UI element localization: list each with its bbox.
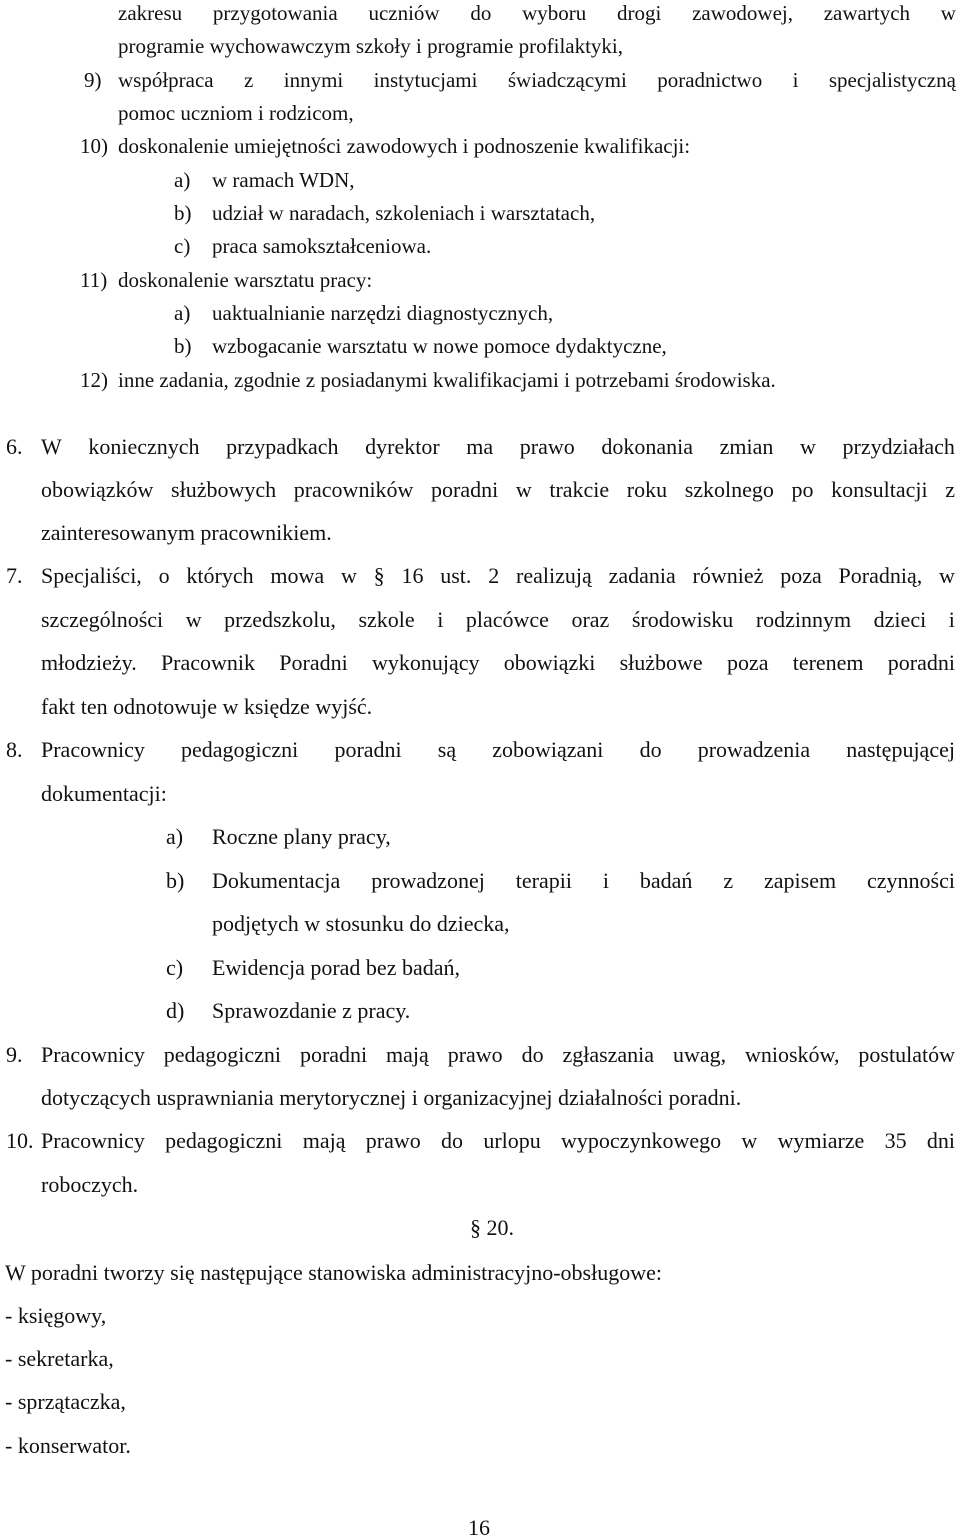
page-number: 16 bbox=[468, 1515, 490, 1540]
word: zawartych bbox=[823, 1, 911, 25]
point-9-line1 bbox=[41, 1044, 955, 1066]
word: w bbox=[939, 563, 955, 588]
word: dzieci bbox=[873, 607, 927, 632]
sub-item-text: Sprawozdanie z pracy. bbox=[212, 998, 411, 1023]
word: mają bbox=[302, 1128, 346, 1153]
word: zgłaszania bbox=[562, 1042, 655, 1067]
sub-item-letter: c) bbox=[166, 955, 184, 980]
point-6-line1 bbox=[41, 436, 955, 458]
word: zobowiązani bbox=[492, 737, 604, 762]
list-item-9-line1 bbox=[118, 70, 956, 91]
word: Pracownicy bbox=[41, 1042, 145, 1067]
sub-item-text: udział w naradach, szkoleniach i warsztatach, bbox=[212, 201, 596, 225]
word: wymiarze bbox=[777, 1128, 865, 1153]
point-6-line3: zainteresowanym pracownikiem. bbox=[41, 520, 332, 545]
sub-item-text: Ewidencja porad bez badań, bbox=[212, 955, 460, 980]
word: Dokumentacja bbox=[212, 868, 341, 893]
word: poza bbox=[726, 650, 769, 675]
word: są bbox=[437, 737, 457, 762]
point-10-line2: roboczych. bbox=[41, 1172, 139, 1197]
word: dokonania bbox=[601, 434, 694, 459]
point-7-line4: fakt ten odnotowuje w księdze wyjść. bbox=[41, 694, 373, 719]
word: uwag, bbox=[672, 1042, 727, 1067]
word: terapii bbox=[515, 868, 572, 893]
word: i bbox=[602, 868, 609, 893]
word: szkolnego bbox=[684, 477, 774, 502]
point-number: 9. bbox=[6, 1042, 23, 1067]
word: po bbox=[791, 477, 814, 502]
word: służbowe bbox=[619, 650, 703, 675]
word: specjalistyczną bbox=[828, 68, 956, 92]
word: i bbox=[948, 607, 955, 632]
word: rodzinnym bbox=[755, 607, 852, 632]
section5-continuation-line1 bbox=[118, 3, 956, 24]
word: uczniów bbox=[368, 1, 440, 25]
word: poradni bbox=[334, 737, 402, 762]
word: prowadzenia bbox=[697, 737, 811, 762]
list-item-12-text: inne zadania, zgodnie z posiadanymi kwalifikacjami i potrzebami środowiska. bbox=[118, 368, 776, 392]
word: wykonujący bbox=[371, 650, 480, 675]
list-item: - księgowy, bbox=[5, 1303, 107, 1328]
word: młodzieży. bbox=[41, 650, 137, 675]
list-item-number: 12) bbox=[80, 368, 108, 392]
word: wypoczynkowego bbox=[561, 1128, 722, 1153]
word: poradni bbox=[887, 650, 955, 675]
word: Specjaliści, bbox=[41, 563, 142, 588]
word: ust. bbox=[440, 563, 472, 588]
word: pedagogiczni bbox=[181, 737, 299, 762]
point-number: 7. bbox=[6, 563, 23, 588]
word: w bbox=[515, 477, 532, 502]
word: w bbox=[185, 607, 202, 632]
word: w bbox=[940, 1, 956, 25]
word: pedagogiczni bbox=[163, 1042, 282, 1067]
word: roku bbox=[626, 477, 668, 502]
point-6-line2 bbox=[41, 479, 955, 501]
point-8-line1 bbox=[41, 739, 955, 761]
point-number: 10. bbox=[6, 1128, 34, 1153]
word: do bbox=[521, 1042, 544, 1067]
word: i bbox=[437, 607, 444, 632]
word: § bbox=[373, 563, 385, 588]
word: zapisem bbox=[763, 868, 837, 893]
word: mają bbox=[386, 1042, 429, 1067]
word: zmian bbox=[719, 434, 774, 459]
word: poradni bbox=[299, 1042, 368, 1067]
word: zakresu bbox=[118, 1, 183, 25]
word: świadczącymi bbox=[507, 68, 627, 92]
word: i bbox=[792, 68, 799, 92]
word: przygotowania bbox=[212, 1, 338, 25]
list-item-11-text: doskonalenie warsztatu pracy: bbox=[118, 268, 373, 292]
point-7-line3 bbox=[41, 652, 955, 674]
word: zadania bbox=[608, 563, 676, 588]
sub-item-text bbox=[212, 870, 955, 892]
word: następującej bbox=[846, 737, 955, 762]
word: współpraca bbox=[118, 68, 214, 92]
word: ma bbox=[466, 434, 494, 459]
word: trakcie bbox=[549, 477, 610, 502]
word: placówce bbox=[465, 607, 549, 632]
word: w bbox=[800, 434, 816, 459]
word: zawodowej, bbox=[692, 1, 793, 25]
word: których bbox=[186, 563, 254, 588]
word: z bbox=[945, 477, 955, 502]
point-number: 6. bbox=[6, 434, 23, 459]
point-8-line2: dokumentacji: bbox=[41, 781, 167, 806]
word: o bbox=[158, 563, 170, 588]
word: środowisku bbox=[631, 607, 734, 632]
word: w bbox=[340, 563, 357, 588]
word: instytucjami bbox=[373, 68, 478, 92]
section5-continuation-line2: programie wychowawczym szkoły i programie profilaktyki, bbox=[118, 34, 624, 58]
word: mowa bbox=[270, 563, 325, 588]
word: Poradnią, bbox=[838, 563, 923, 588]
word: do bbox=[470, 1, 492, 25]
word: koniecznych bbox=[88, 434, 200, 459]
word: prawo bbox=[447, 1042, 503, 1067]
word: prawo bbox=[519, 434, 575, 459]
word: poradnictwo bbox=[657, 68, 763, 92]
word: Pracownicy bbox=[41, 1128, 145, 1153]
word: Poradni bbox=[279, 650, 348, 675]
word: 2 bbox=[488, 563, 500, 588]
word: poza bbox=[780, 563, 822, 588]
word: obowiązki bbox=[503, 650, 596, 675]
word: służbowych bbox=[171, 477, 277, 502]
word: badań bbox=[639, 868, 693, 893]
word: z bbox=[244, 68, 254, 92]
word: postulatów bbox=[858, 1042, 955, 1067]
word: do bbox=[441, 1128, 464, 1153]
section-heading: § 20. bbox=[470, 1215, 514, 1240]
word: szczególności bbox=[41, 607, 164, 632]
word: innymi bbox=[283, 68, 344, 92]
word: realizują bbox=[516, 563, 592, 588]
list-item-9-line2: pomoc uczniom i rodzicom, bbox=[118, 101, 354, 125]
word: konsultacji bbox=[831, 477, 928, 502]
section-intro: W poradni tworzy się następujące stanowiska administracyjno-obsługowe: bbox=[5, 1260, 662, 1285]
word: Pracownik bbox=[160, 650, 256, 675]
sub-item-text: wzbogacanie warsztatu w nowe pomoce dydaktyczne, bbox=[212, 334, 667, 358]
list-item: - sekretarka, bbox=[5, 1346, 114, 1371]
word: W bbox=[41, 434, 62, 459]
word: dni bbox=[926, 1128, 955, 1153]
list-item: - konserwator. bbox=[5, 1433, 131, 1458]
word: terenem bbox=[792, 650, 864, 675]
word: prawo bbox=[365, 1128, 421, 1153]
word: szkole bbox=[358, 607, 415, 632]
sub-item-letter: b) bbox=[174, 201, 192, 225]
list-item-number: 9) bbox=[84, 68, 102, 92]
point-number: 8. bbox=[6, 737, 23, 762]
point-7-line2 bbox=[41, 609, 955, 631]
word: również bbox=[692, 563, 764, 588]
sub-item-text: praca samokształceniowa. bbox=[212, 234, 432, 258]
word: poradni bbox=[431, 477, 499, 502]
list-item-number: 10) bbox=[80, 134, 108, 158]
word: drogi bbox=[617, 1, 662, 25]
list-item-number: 11) bbox=[80, 268, 108, 292]
word: wniosków, bbox=[745, 1042, 840, 1067]
word: 16 bbox=[401, 563, 424, 588]
word: urlopu bbox=[483, 1128, 541, 1153]
word: z bbox=[723, 868, 734, 893]
sub-item-text: Roczne plany pracy, bbox=[212, 824, 391, 849]
word: oraz bbox=[571, 607, 610, 632]
sub-item-letter: c) bbox=[174, 234, 191, 258]
point-9-line2: dotyczących usprawniania merytorycznej i organizacyjnej działalności poradni. bbox=[41, 1085, 742, 1110]
word: wyboru bbox=[522, 1, 587, 25]
sub-item-letter: b) bbox=[166, 868, 185, 893]
word: do bbox=[639, 737, 662, 762]
sub-item-text-continuation: podjętych w stosunku do dziecka, bbox=[212, 911, 510, 936]
word: dyrektor bbox=[365, 434, 440, 459]
word: prowadzonej bbox=[371, 868, 485, 893]
word: czynności bbox=[866, 868, 955, 893]
sub-item-text: w ramach WDN, bbox=[212, 168, 355, 192]
word: przydziałach bbox=[842, 434, 955, 459]
word: obowiązków bbox=[41, 477, 154, 502]
sub-item-text: uaktualnianie narzędzi diagnostycznych, bbox=[212, 301, 554, 325]
word: w bbox=[741, 1128, 758, 1153]
sub-item-letter: a) bbox=[174, 168, 191, 192]
word: przedszkolu, bbox=[224, 607, 336, 632]
sub-item-letter: a) bbox=[166, 824, 184, 849]
word: 35 bbox=[884, 1128, 907, 1153]
word: pracowników bbox=[293, 477, 414, 502]
list-item: - sprzątaczka, bbox=[5, 1389, 126, 1414]
sub-item-letter: b) bbox=[174, 334, 192, 358]
sub-item-letter: d) bbox=[166, 998, 185, 1023]
sub-item-letter: a) bbox=[174, 301, 191, 325]
word: przypadkach bbox=[226, 434, 339, 459]
point-7-line1 bbox=[41, 565, 955, 587]
word: pedagogiczni bbox=[165, 1128, 283, 1153]
point-10-line1 bbox=[41, 1130, 955, 1152]
word: Pracownicy bbox=[41, 737, 145, 762]
list-item-10-text: doskonalenie umiejętności zawodowych i podnoszenie kwalifikacji: bbox=[118, 134, 691, 158]
